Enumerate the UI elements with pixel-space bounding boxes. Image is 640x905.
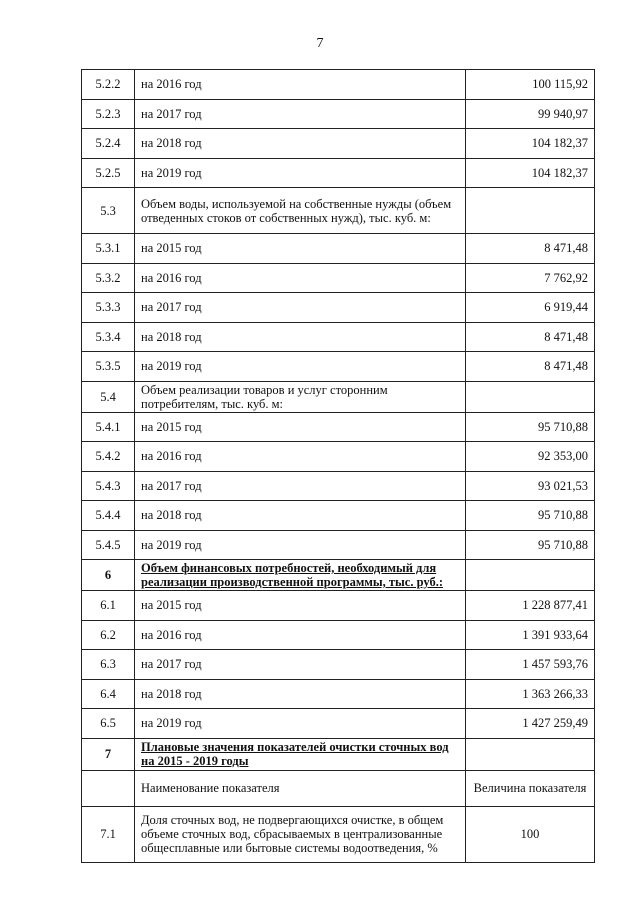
row-number: 5.3 [82,188,135,234]
row-number: 5.4.1 [82,412,135,442]
row-number: 5.3.2 [82,263,135,293]
row-value [466,188,595,234]
column-header-name: Наименование показателя [135,770,466,806]
table-row [82,158,595,188]
indicators-table [81,69,595,863]
table-row [82,70,595,100]
row-number: 6.1 [82,591,135,621]
row-label: на 2016 год [135,263,466,293]
row-label: на 2019 год [135,709,466,739]
row-number: 7 [82,738,135,770]
table-row [82,650,595,680]
table-row-section-heading [82,381,595,412]
row-value: 93 021,53 [466,471,595,501]
row-value [466,381,595,412]
row-label: Объем реализации товаров и услуг сторонним потребителям, тыс. куб. м: [135,381,466,412]
row-number: 5.4.4 [82,501,135,531]
table-header-row [82,770,595,806]
row-number: 5.4.3 [82,471,135,501]
table-row [82,679,595,709]
row-value: 95 710,88 [466,501,595,531]
column-header-value: Величина показателя [466,770,595,806]
row-label: на 2016 год [135,70,466,100]
row-value: 1 427 259,49 [466,709,595,739]
row-number: 5.3.3 [82,293,135,323]
row-value: 104 182,37 [466,129,595,159]
row-number: 5.4 [82,381,135,412]
table-row [82,471,595,501]
row-number: 6.2 [82,620,135,650]
table-row [82,412,595,442]
table-row-section-heading [82,738,595,770]
table-row [82,806,595,862]
row-value: 1 391 933,64 [466,620,595,650]
row-number: 5.3.4 [82,322,135,352]
row-value: 99 940,97 [466,99,595,129]
row-number: 7.1 [82,806,135,862]
row-label: на 2018 год [135,322,466,352]
page-number: 7 [316,36,324,51]
row-number: 6 [82,560,135,591]
row-label: Объем воды, используемой на собственные нужды (объем отведенных стоков от собственных нужд), тыс. куб. м: [135,188,466,234]
row-number: 5.4.5 [82,530,135,560]
row-label: на 2016 год [135,442,466,472]
table-row [82,709,595,739]
row-label: на 2015 год [135,591,466,621]
row-number: 5.4.2 [82,442,135,472]
table-row [82,352,595,382]
row-label: на 2017 год [135,650,466,680]
row-number: 6.4 [82,679,135,709]
table-row [82,129,595,159]
row-value: 95 710,88 [466,412,595,442]
row-label: на 2018 год [135,501,466,531]
row-value: 6 919,44 [466,293,595,323]
row-value [466,560,595,591]
row-label: на 2017 год [135,99,466,129]
row-value: 100 [466,806,595,862]
row-label: на 2019 год [135,158,466,188]
row-label: на 2019 год [135,352,466,382]
row-value: 1 363 266,33 [466,679,595,709]
row-value: 7 762,92 [466,263,595,293]
row-value: 104 182,37 [466,158,595,188]
row-number [82,770,135,806]
row-value: 1 228 877,41 [466,591,595,621]
row-label: на 2018 год [135,679,466,709]
row-value: 8 471,48 [466,234,595,264]
row-value: 1 457 593,76 [466,650,595,680]
table-row [82,322,595,352]
row-number: 6.5 [82,709,135,739]
table-row-section-heading [82,188,595,234]
table-row [82,501,595,531]
row-value: 92 353,00 [466,442,595,472]
row-value: 8 471,48 [466,322,595,352]
row-label: на 2019 год [135,530,466,560]
table-row [82,620,595,650]
table-row [82,530,595,560]
row-label: на 2015 год [135,234,466,264]
row-label: на 2017 год [135,293,466,323]
row-number: 6.3 [82,650,135,680]
row-value [466,738,595,770]
row-number: 5.2.2 [82,70,135,100]
row-label: на 2016 год [135,620,466,650]
table-row [82,591,595,621]
table-row-section-heading [82,560,595,591]
row-number: 5.3.1 [82,234,135,264]
table-row [82,293,595,323]
table-row [82,442,595,472]
row-value: 95 710,88 [466,530,595,560]
table-row [82,99,595,129]
row-label: на 2015 год [135,412,466,442]
section7-title: Плановые значения показателей очистки сточных вод на 2015 - 2019 годы [135,738,466,770]
row-value: 8 471,48 [466,352,595,382]
table-row [82,234,595,264]
row-label: Доля сточных вод, не подвергающихся очистке, в общем объеме сточных вод, сбрасываемых в централизованные общесплавные или бытовые системы водоотведения, % [135,806,466,862]
row-number: 5.2.4 [82,129,135,159]
row-label: на 2018 год [135,129,466,159]
row-value: 100 115,92 [466,70,595,100]
row-label: Объем финансовых потребностей, необходимый для реализации производственной программы, тыс. руб.: [135,560,466,591]
row-number: 5.2.3 [82,99,135,129]
row-label: на 2017 год [135,471,466,501]
table-row [82,263,595,293]
row-number: 5.3.5 [82,352,135,382]
row-number: 5.2.5 [82,158,135,188]
